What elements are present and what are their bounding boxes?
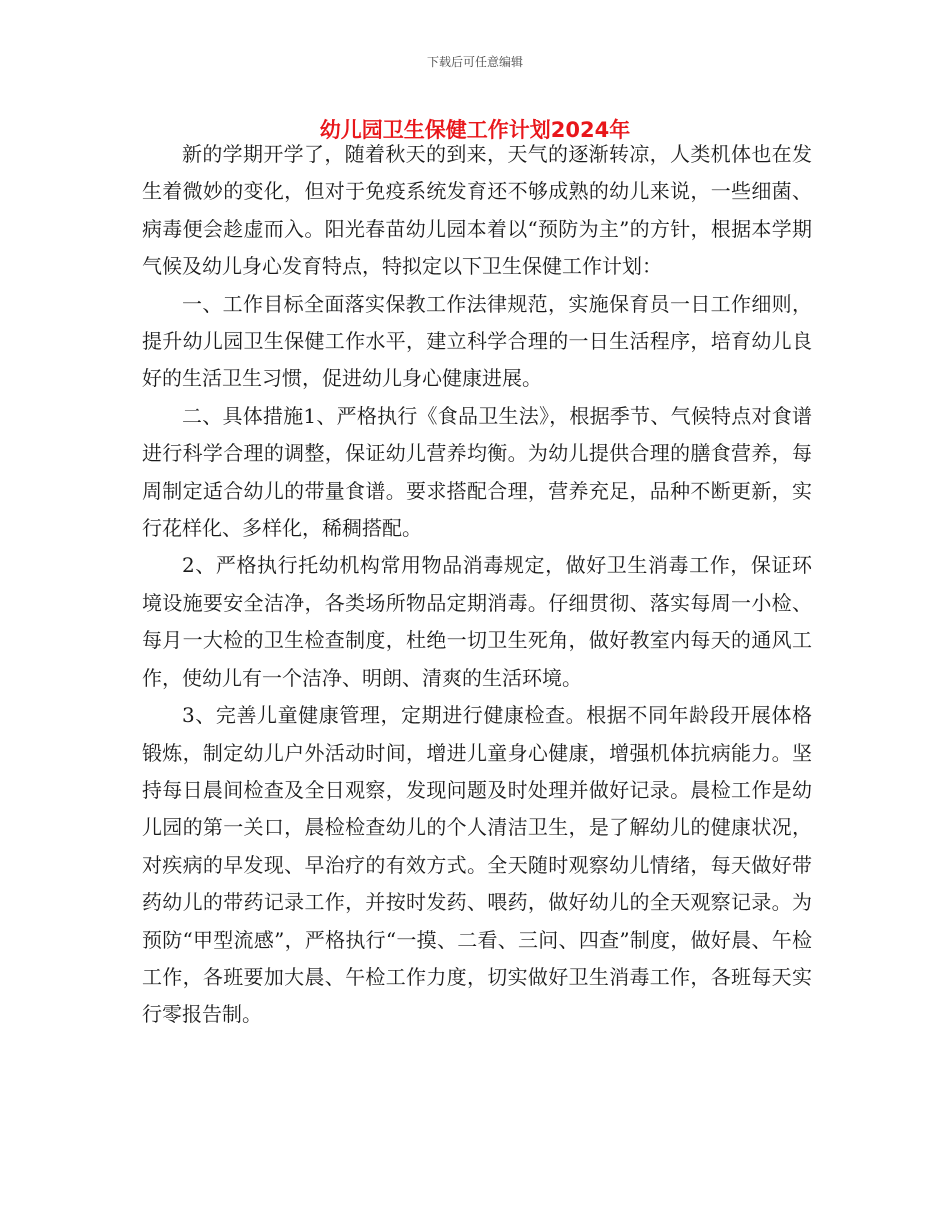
- paragraph-measure-2: 2、严格执行托幼机构常用物品消毒规定，做好卫生消毒工作，保证环境设施要安全洁净，各类场所物品定期消毒。仔细贯彻、落实每周一小检、每月一大检的卫生检查制度，杜绝一切卫生死角，做好教室内每天的通风工作，使幼儿有一个洁净、明朗、清爽的生活环境。: [142, 553, 812, 690]
- paragraph-goals: 一、工作目标全面落实保教工作法律规范，实施保育员一日工作细则，提升幼儿园卫生保健工作水平，建立科学合理的一日生活程序，培育幼儿良好的生活卫生习惯，促进幼儿身心健康进展。: [142, 291, 812, 391]
- paragraph-intro: 新的学期开学了，随着秋天的到来，天气的逐渐转凉，人类机体也在发生着微妙的变化，但对于免疫系统发育还不够成熟的幼儿来说，一些细菌、病毒便会趁虚而入。阳光春苗幼儿园本着以“预防为主”的方针，根据本学期气候及幼儿身心发育特点，特拟定以下卫生保健工作计划：: [142, 142, 812, 279]
- document-title: 幼儿园卫生保健工作计划2024年: [319, 118, 631, 142]
- document-body: [142, 136, 812, 1034]
- paragraph-measure-1: 二、具体措施1、严格执行《食品卫生法》，根据季节、气候特点对食谱进行科学合理的调整，保证幼儿营养均衡。为幼儿提供合理的膳食营养，每周制定适合幼儿的带量食谱。要求搭配合理，营养充足，品种不断更新，实行花样化、多样化，稀稠搭配。: [142, 403, 812, 541]
- page-header-note: 下载后可任意编辑: [426, 55, 523, 69]
- paragraph-measure-3: 3、完善儿童健康管理，定期进行健康检查。根据不同年龄段开展体格锻炼，制定幼儿户外活动时间，增进儿童身心健康，增强机体抗病能力。坚持每日晨间检查及全日观察，发现问题及时处理并做好记录。晨检工作是幼儿园的第一关口，晨检检查幼儿的个人清洁卫生，是了解幼儿的健康状况，对疾病的早发现、早治疗的有效方式。全天随时观察幼儿情绪，每天做好带药幼儿的带药记录工作，并按时发药、喂药，做好幼儿的全天观察记录。为预防“甲型流感”，严格执行“一摸、二看、三问、四查”制度，做好晨、午检工作，各班要加大晨、午检工作力度，切实做好卫生消毒工作，各班每天实行零报告制。: [142, 703, 812, 1027]
